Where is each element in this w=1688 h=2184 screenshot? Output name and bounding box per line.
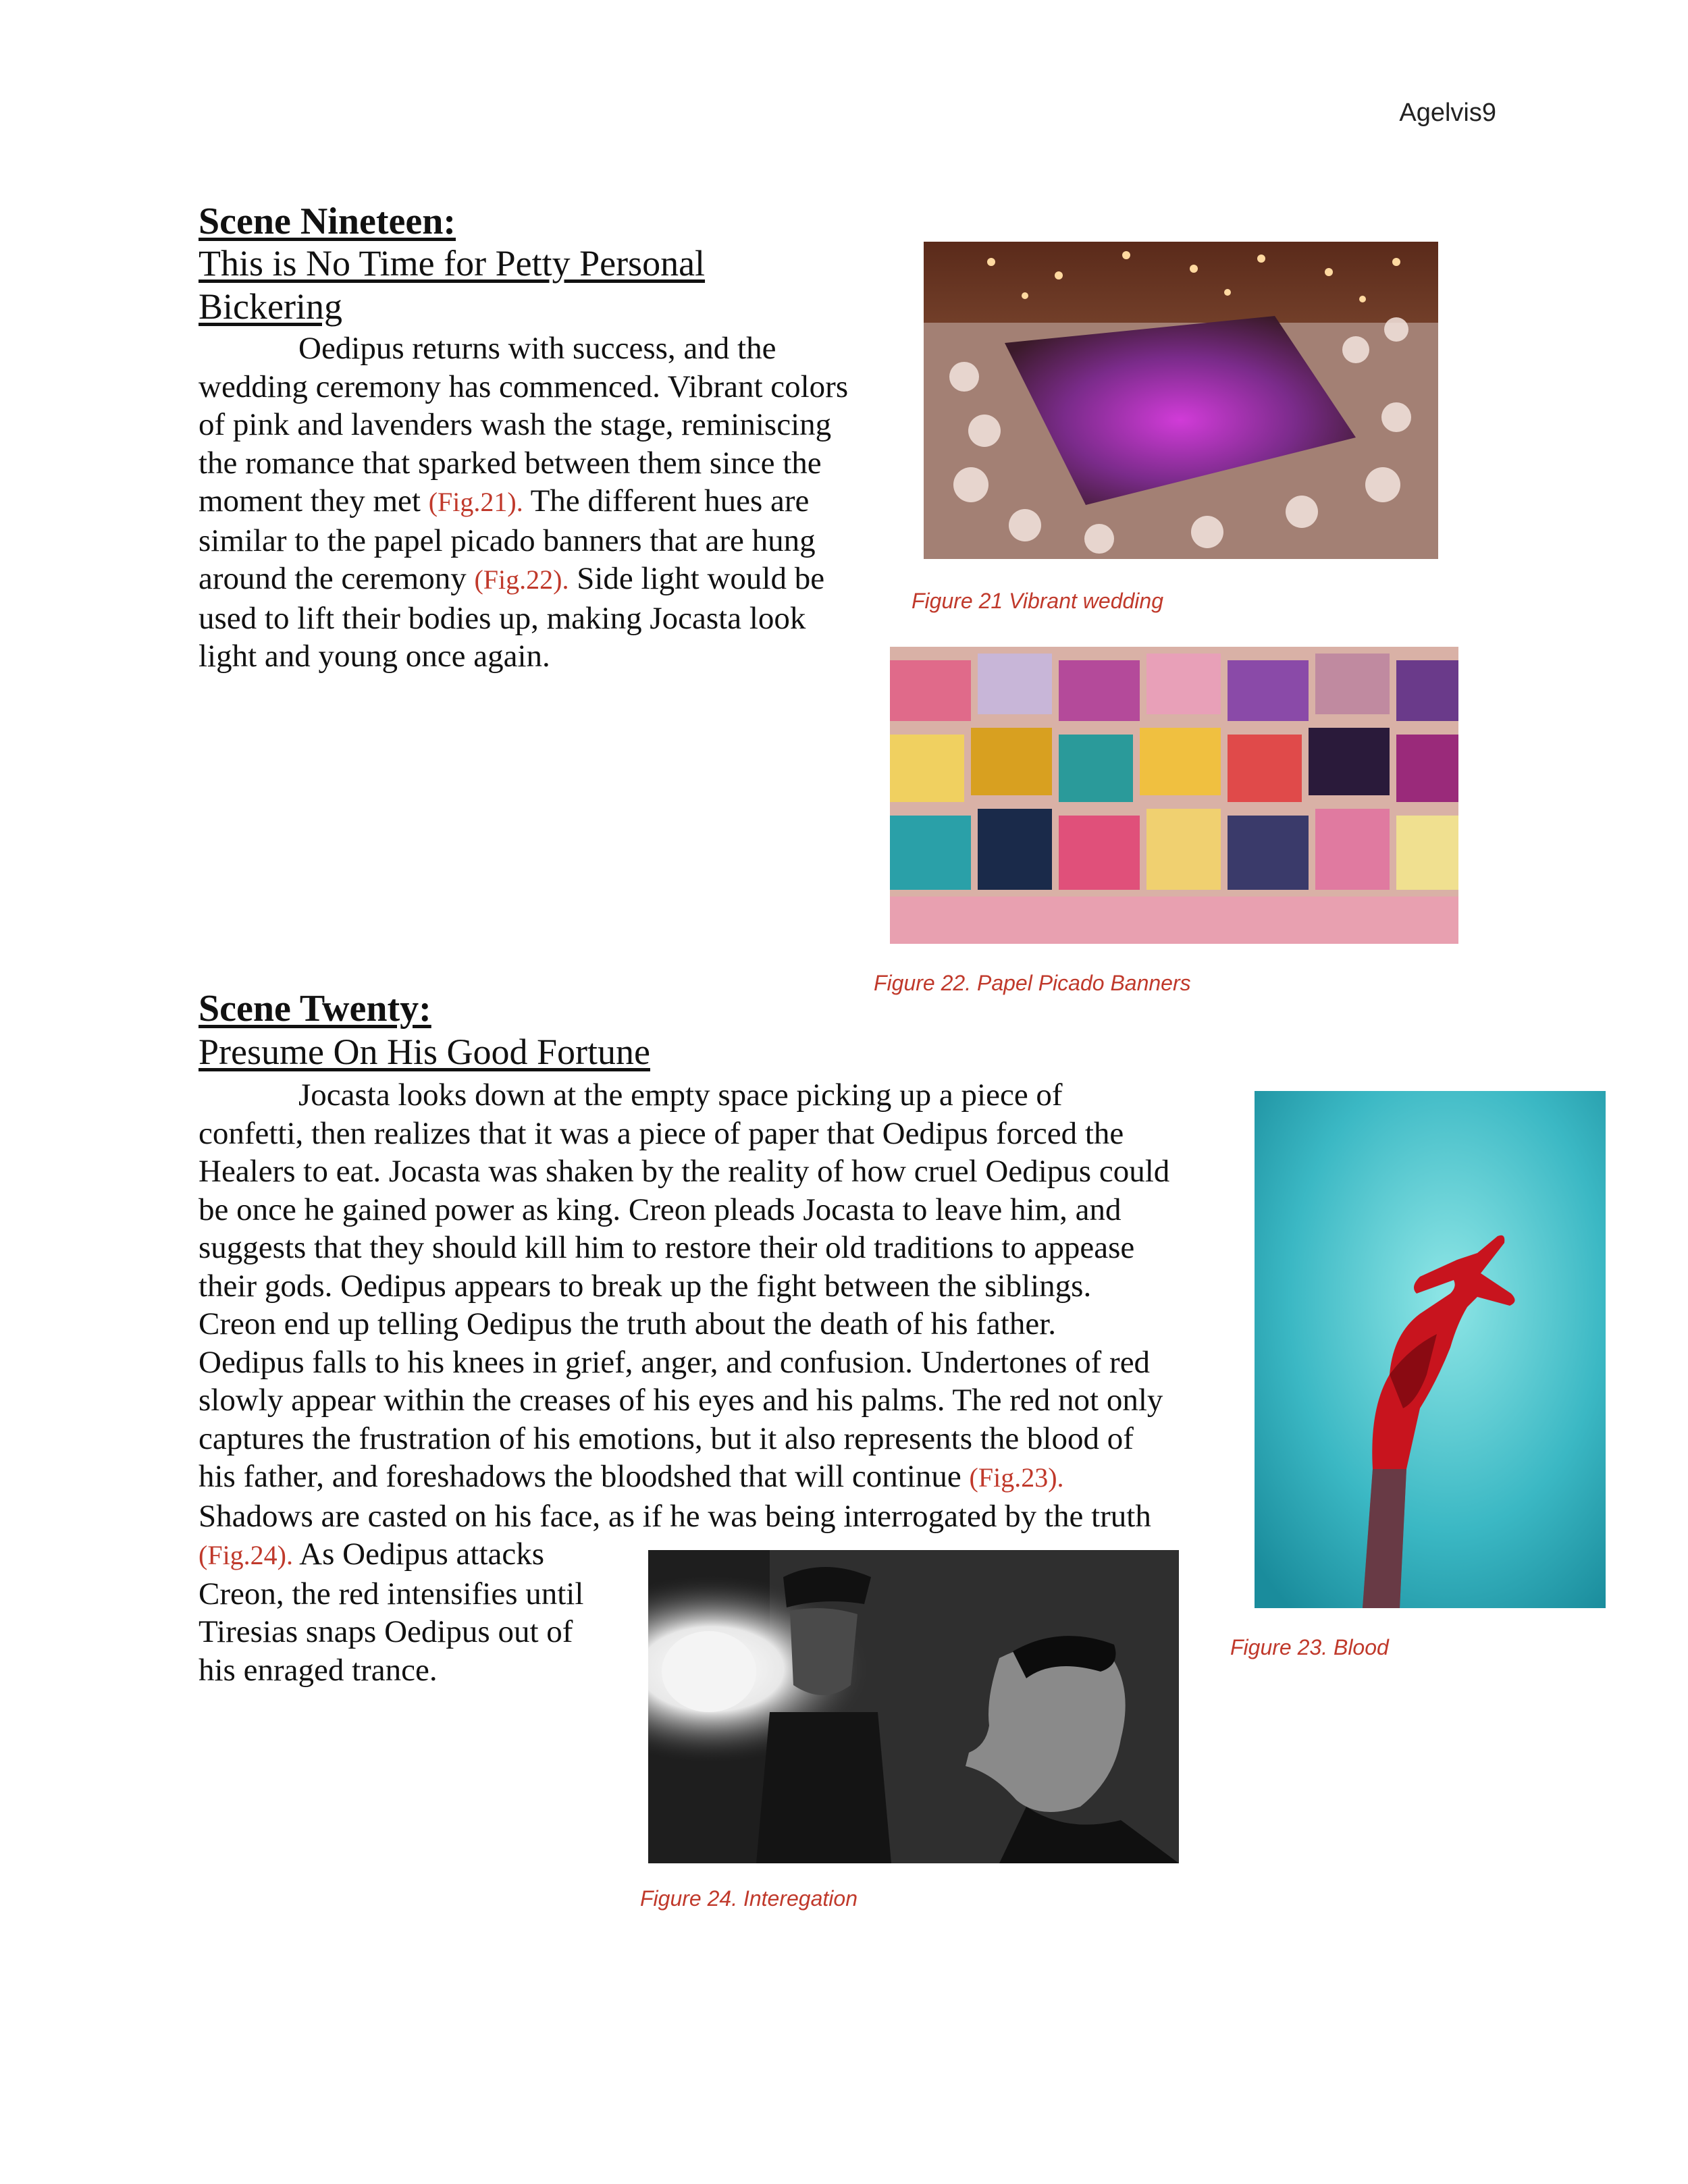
fig22-reference: (Fig.22). xyxy=(474,564,569,595)
scene20-subtitle: Presume On His Good Fortune xyxy=(199,1032,650,1072)
scene20-line: confetti, then realizes that it was a piece of paper that Oedipus forced the xyxy=(199,1115,1124,1151)
figure22-papel-picado-image xyxy=(890,647,1458,944)
scene19-line: Oedipus returns with success, and the xyxy=(298,331,776,366)
scene20-line: captures the frustration of his emotions, but it also represents the blood of xyxy=(199,1420,1134,1456)
scene20-line: their gods. Oedipus appears to break up the fight between the siblings. xyxy=(199,1268,1092,1304)
scene20-line: slowly appear within the creases of his eyes and his palms. The red not only xyxy=(199,1383,1163,1418)
figure23-blood-hand-image xyxy=(1255,1091,1606,1608)
scene19-line: light and young once again. xyxy=(199,639,550,674)
scene20-line: Tiresias snaps Oedipus out of xyxy=(199,1614,573,1649)
scene20-line: (Fig.24). As Oedipus attacks xyxy=(199,1537,545,1572)
scene19-line: the romance that sparked between them since the xyxy=(199,445,822,481)
figure22-caption: Figure 22. Papel Picado Banners xyxy=(874,971,1191,995)
fig24-reference: (Fig.24). xyxy=(199,1540,293,1570)
scene19-line: moment they met (Fig.21). The different hues are xyxy=(199,483,810,518)
figure23-caption: Figure 23. Blood xyxy=(1230,1635,1389,1659)
scene20-line: Healers to eat. Jocasta was shaken by the reality of how cruel Oedipus could xyxy=(199,1154,1170,1189)
fig23-reference: (Fig.23). xyxy=(969,1462,1064,1493)
scene20-line: Creon, the red intensifies until xyxy=(199,1576,584,1612)
figure24-caption: Figure 24. Interegation xyxy=(640,1886,858,1911)
scene19-line: around the ceremony (Fig.22). Side light would be xyxy=(199,561,825,596)
fig21-reference: (Fig.21). xyxy=(428,487,523,517)
scene19-title: Scene Nineteen: xyxy=(199,201,456,242)
figure24-interrogation-image xyxy=(648,1550,1179,1863)
scene19-subtitle-line2: Bickering xyxy=(199,286,342,327)
scene19-line: used to lift their bodies up, making Jocasta look xyxy=(199,600,806,636)
scene19-line: of pink and lavenders wash the stage, reminiscing xyxy=(199,407,832,442)
figure21-wedding-image xyxy=(924,242,1438,559)
scene20-line: be once he gained power as king. Creon pleads Jocasta to leave him, and xyxy=(199,1192,1122,1227)
scene20-line: Creon end up telling Oedipus the truth about the death of his father. xyxy=(199,1306,1057,1341)
scene20-line: his enraged trance. xyxy=(199,1652,438,1688)
scene19-line: similar to the papel picado banners that are hung xyxy=(199,523,816,558)
scene20-line: Oedipus falls to his knees in grief, anger, and confusion. Undertones of red xyxy=(199,1344,1151,1380)
scene20-line: his father, and foreshadows the bloodshed that will continue (Fig.23). xyxy=(199,1459,1064,1494)
page-header: Agelvis9 xyxy=(1399,99,1496,127)
figure21-caption: Figure 21 Vibrant wedding xyxy=(912,589,1163,613)
scene19-body xyxy=(199,329,907,676)
scene19-line: wedding ceremony has commenced. Vibrant colors xyxy=(199,369,849,404)
scene19-subtitle-line1: This is No Time for Petty Personal xyxy=(199,243,706,284)
scene20-line: Shadows are casted on his face, as if he was being interrogated by the truth xyxy=(199,1498,1151,1534)
scene20-line: Jocasta looks down at the empty space picking up a piece of xyxy=(298,1077,1063,1113)
scene20-title: Scene Twenty: xyxy=(199,988,431,1030)
scene20-line: suggests that they should kill him to restore their old traditions to appease xyxy=(199,1230,1135,1265)
